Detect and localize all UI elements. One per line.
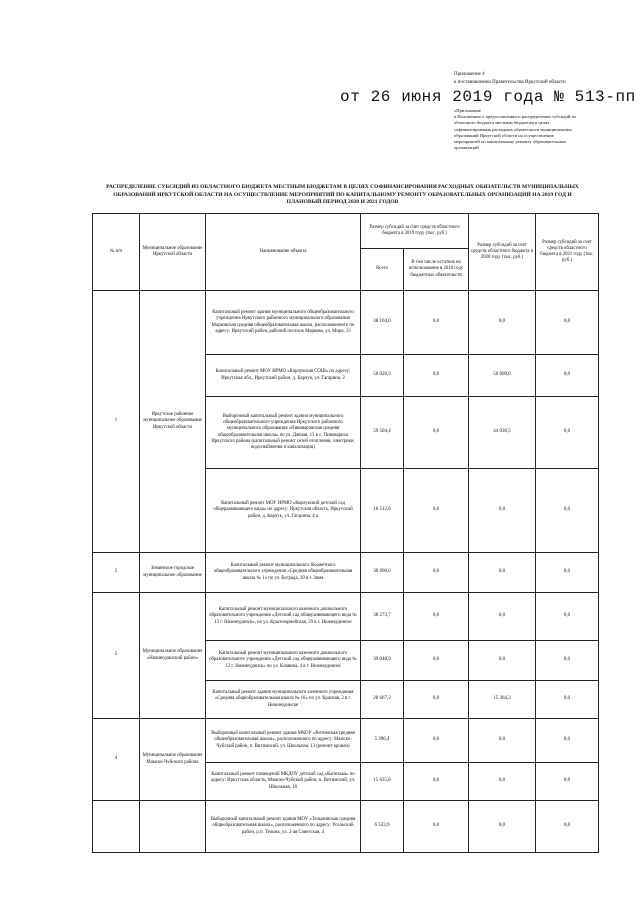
row-municipality: Зиминское городское муниципальное образование — [140, 553, 206, 593]
header-object: Наименование объекта — [206, 214, 361, 291]
row-num: 3 — [93, 593, 140, 719]
row-object: Выборочный капитальный ремонт здания муниципального общеобразовательного учреждения Иркутского районного муниципального образования «Пивоваровская средняя общеобразовательная школа» по ул. Дачная, 13 в с. Пивовариха Иркутского района (капитальный ремонт сетей отопления, электрики, водоснабжения и канализации) — [206, 397, 361, 469]
row-incl: 0,0 — [404, 681, 469, 719]
row-2021: 0,0 — [536, 553, 599, 593]
row-object: Капитальный ремонт МОУ ИРМО «Карлукский детский сад общеразвивающего вида» по адресу: Иркутская область, Иркутский район, д. Карлук, ул. Гагарина, 4 а — [206, 469, 361, 553]
row-2021: 0,0 — [536, 681, 599, 719]
row-2021: 0,0 — [536, 355, 599, 397]
row-2020: 0,0 — [469, 291, 536, 355]
table-row — [93, 593, 599, 641]
row-2021: 0,0 — [536, 593, 599, 641]
header-2019: Размер субсидий за счет средств областного бюджета в 2019 году (тыс. руб.) — [361, 214, 469, 249]
row-2021: 0,0 — [536, 763, 599, 801]
row-incl: 0,0 — [404, 469, 469, 553]
header-total: Всего — [361, 249, 404, 291]
row-municipality: Муниципальное образование «Нижнеудинский район» — [140, 593, 206, 719]
header-municipality: Муниципальное образование Иркутской области — [140, 214, 206, 291]
row-2021: 0,0 — [536, 641, 599, 681]
row-total: 50 020,3 — [361, 355, 404, 397]
row-num — [93, 801, 140, 853]
title-line: РАСПРЕДЕЛЕНИЕ СУБСИДИЙ ИЗ ОБЛАСТНОГО БЮДЖЕТА МЕСТНЫМ БЮДЖЕТАМ В ЦЕЛЯХ СОФИНАНСИРОВАНИЯ РАСХОДНЫХ ОБЯЗАТЕЛЬСТВ МУНИЦИПАЛЬНЫХ — [106, 184, 579, 190]
row-total: 5 396,4 — [361, 719, 404, 763]
table-row — [93, 291, 599, 355]
row-object: Выборочный капитальный ремонт здания МОУ «Тельминская средняя общеобразовательная школа», расположенного по адресу: Усольский район, р.п. Тельма, ул. 2-ая Советская, 4 — [206, 801, 361, 853]
row-incl: 0,0 — [404, 801, 469, 853]
row-num: 2 — [93, 553, 140, 593]
decree-stamp: от 26 июня 2019 года № 513-пп — [340, 88, 636, 106]
row-2020: 44 030,5 — [469, 397, 536, 469]
table-row — [93, 801, 599, 853]
subsidy-table — [92, 213, 599, 853]
row-incl: 0,0 — [404, 355, 469, 397]
row-incl: 0,0 — [404, 291, 469, 355]
row-total: 59 504,4 — [361, 397, 404, 469]
row-2020: 0,0 — [469, 801, 536, 853]
note-line: к Положению о предоставлении и распределении субсидий из — [454, 114, 576, 120]
row-2021: 0,0 — [536, 469, 599, 553]
row-2020: 0,0 — [469, 763, 536, 801]
row-2020: 0,0 — [469, 719, 536, 763]
row-2021: 0,0 — [536, 801, 599, 853]
row-total: 30 000,0 — [361, 553, 404, 593]
row-object: Капитальный ремонт муниципального казенного дошкольного образовательного учреждения «Детский сад общеразвивающего вида № 13 г. Нижнеудинск», по ул. Красноармейская, 29 в г. Нижнеудинске — [206, 593, 361, 641]
row-incl: 0,0 — [404, 719, 469, 763]
row-incl: 0,0 — [404, 763, 469, 801]
row-2020: 0,0 — [469, 553, 536, 593]
document-title — [90, 184, 595, 207]
row-total: 39 048,9 — [361, 641, 404, 681]
row-total: 10 512,6 — [361, 469, 404, 553]
row-municipality: Муниципальное образование Мамско-Чуйского района — [140, 719, 206, 801]
row-incl: 0,0 — [404, 593, 469, 641]
row-total: 38 104,0 — [361, 291, 404, 355]
row-object: Капитальный ремонт помещений МКДОУ детский сад «Капелька» по адресу: Иркутская область, Мамско-Чуйский район, п. Витимский, ул. Школьная, 18 — [206, 763, 361, 801]
header-incl: В том числе остатков на использование в 2018 году бюджетных обязательств — [404, 249, 469, 291]
header-num: № п/п — [93, 214, 140, 291]
note-line: софинансирования расходных обязательств муниципальных — [454, 126, 573, 132]
table-row — [93, 553, 599, 593]
row-object: Капитальный ремонт здания муниципального общеобразовательного учреждения Иркутского районного муниципального образования Марковская средняя общеобразовательная школа, расположенного по адресу: Иркутский район, рабочий поселок Маркова, ул. Мира, 13 — [206, 291, 361, 355]
row-incl: 0,0 — [404, 641, 469, 681]
row-num: 1 — [93, 291, 140, 553]
row-object: Капитальный ремонт муниципального казенного дошкольного образовательного учреждения «Детский сад общеразвивающего вида № 12 г. Нижнеудинск» по ул. Клавина, 4 в г. Нижнеудинске — [206, 641, 361, 681]
note-line: «Приложение — [454, 108, 481, 113]
title-line: ПЛАНОВЫЙ ПЕРИОД 2020 И 2021 ГОДОВ — [286, 199, 399, 206]
note-line: образований Иркутской области на осуществление — [454, 132, 554, 138]
note-line: областного бюджета местным бюджетам в целях — [454, 120, 550, 126]
row-object: Капитальный ремонт МОУ ИРМО «Карлукская СОШ» по адресу: Иркутская обл., Иркутский район, д. Карлук, ул. Гагарина, 2 — [206, 355, 361, 397]
table-row — [93, 719, 599, 763]
row-total: 28 667,3 — [361, 681, 404, 719]
row-total: 6 533,9 — [361, 801, 404, 853]
row-2020: 15 364,3 — [469, 681, 536, 719]
appendix-label: Приложение 4 — [454, 72, 485, 77]
row-2020: 50 000,0 — [469, 355, 536, 397]
title-line: ОБРАЗОВАНИЙ ИРКУТСКОЙ ОБЛАСТИ НА ОСУЩЕСТВЛЕНИЕ МЕРОПРИЯТИЙ ПО КАПИТАЛЬНОМУ РЕМОНТУ ОБРАЗОВАТЕЛЬНЫХ ОРГАНИЗАЦИЙ НА 2019 ГОД И — [113, 191, 572, 198]
row-total: 38 273,7 — [361, 593, 404, 641]
row-num: 4 — [93, 719, 140, 801]
header-2020: Размер субсидий за счет средств областного бюджета в 2020 году (тыс. руб.) — [469, 214, 536, 291]
row-2021: 0,0 — [536, 719, 599, 763]
row-2020: 0,0 — [469, 593, 536, 641]
row-2021: 0,0 — [536, 291, 599, 355]
row-total: 15 635,8 — [361, 763, 404, 801]
header-2021: Размер субсидий за счет средств областного бюджета в 2021 году (тыс. руб.) — [536, 214, 599, 291]
row-incl: 0,0 — [404, 397, 469, 469]
row-2021: 0,0 — [536, 397, 599, 469]
row-object: Выборочный капитальный ремонт здания МКОУ «Витимская средняя общеобразовательная школа», расположенного по адресу: Мамско-Чуйский район, п. Витимский, ул. Школьная, 13 (ремонт кровли) — [206, 719, 361, 763]
row-object: Капитальный ремонт муниципального бюджетного общеобразовательного учреждения «Средняя общеобразовательная школа № 1» по ул. Бограда, 39 в г. Зима — [206, 553, 361, 593]
note-line: мероприятий по капитальному ремонту образовательных — [454, 139, 567, 145]
appendix-decree-ref: к постановлению Правительства Иркутской области — [454, 80, 566, 85]
row-municipality — [140, 801, 206, 853]
row-object: Капитальный ремонт здания муниципального казенного учреждения «Средняя общеобразовательная школа № 10» по ул. Красная, 2 в г. Нижнеудинске — [206, 681, 361, 719]
note-line: организаций — [454, 145, 479, 151]
row-incl: 0,0 — [404, 553, 469, 593]
row-municipality: Иркутское районное муниципальное образование Иркутской области — [140, 291, 206, 553]
row-2020: 0,0 — [469, 469, 536, 553]
appendix-note — [454, 108, 614, 151]
row-2020: 0,0 — [469, 641, 536, 681]
